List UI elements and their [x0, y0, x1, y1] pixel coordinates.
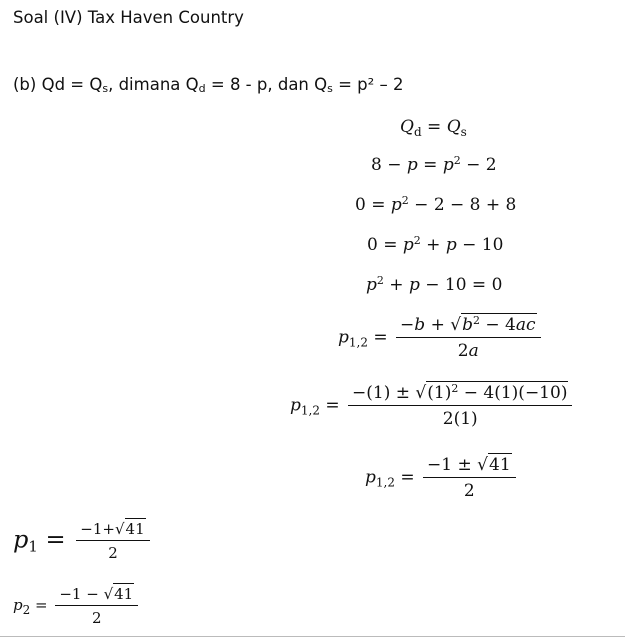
- intro-sub-s2: s: [327, 82, 333, 95]
- quadratic-substituted-fraction: $\frac{-(1) \pm √(1)^2 - 4(1)(-10)}{2(1)}$: [348, 383, 572, 429]
- equation-2: $8 - p = p^2 - 2$: [371, 154, 497, 175]
- quadratic-simplified-fraction: $\frac{-1 \pm √41}{2}$: [423, 455, 516, 501]
- equation-1: $Q_d = Q_s$: [400, 117, 467, 139]
- p2-result: $p_2$ = $\frac{-1 - √41}{2}$: [13, 585, 141, 627]
- intro-mid2: = 8 - p, dan Q: [205, 75, 328, 94]
- intro-mid1: , dimana Q: [108, 75, 199, 94]
- equation-3: $0 = p^2 - 2 - 8 + 8$: [355, 194, 517, 215]
- intro-suffix: = p² – 2: [332, 75, 404, 94]
- quadratic-substituted: $p_{1,2}$ = $\frac{-(1) \pm √(1)^2 - 4(1)(-10)}{2(1)}$: [290, 383, 575, 429]
- intro-prefix: (b) Qd = Q: [13, 75, 103, 94]
- intro-sub-s1: s: [102, 82, 109, 95]
- quadratic-simplified: $p_{1,2}$ = $\frac{-1 \pm √41}{2}$: [365, 455, 519, 501]
- problem-statement: [13, 75, 404, 95]
- equation-5: $p^2 + p - 10 = 0$: [366, 274, 503, 295]
- p2-fraction: $\frac{-1 - √41}{2}$: [55, 585, 138, 627]
- quadratic-formula: $p_{1,2}$ = $\frac{-b + √b^2 - 4ac}{2a}$: [338, 315, 544, 361]
- page-title: Soal (IV) Tax Haven Country: [13, 8, 244, 27]
- quadratic-formula-fraction: $\frac{-b + √b^2 - 4ac}{2a}$: [396, 315, 540, 361]
- intro-sub-d: d: [198, 82, 206, 95]
- bottom-divider: [0, 636, 625, 637]
- p1-fraction: $\frac{-1+√41}{2}$: [76, 520, 149, 562]
- equation-4: $0 = p^2 + p - 10$: [367, 234, 504, 255]
- p1-result: p1 = $\frac{-1+√41}{2}$: [13, 520, 153, 562]
